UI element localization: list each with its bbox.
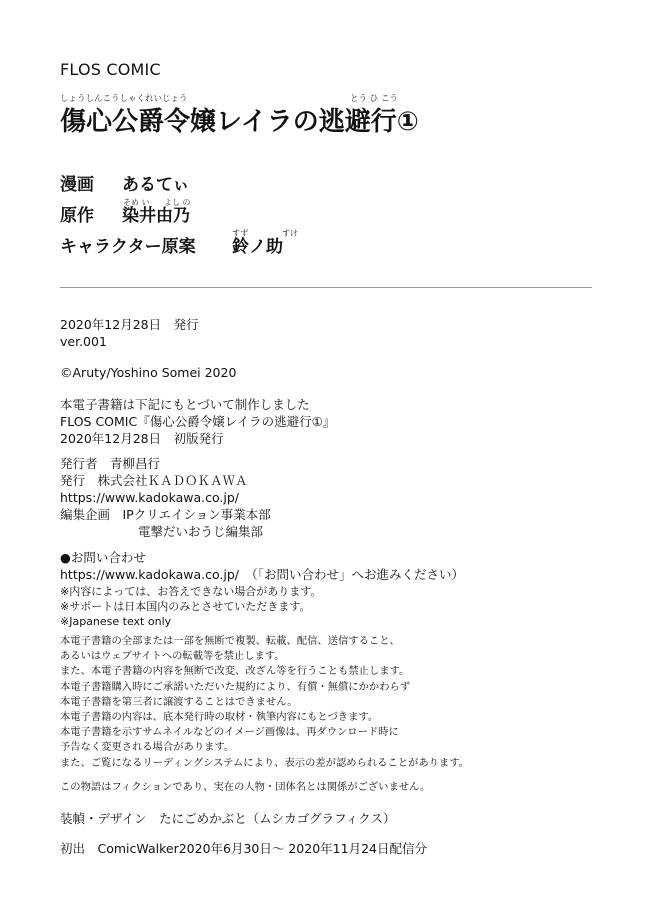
credit-character-name: 鈴ノ助	[232, 237, 283, 257]
edition-date: 2020年12月28日 発行	[60, 317, 199, 332]
legal-line: また、ご覧になるリーディングシステムにより、表示の差が認められることがあります。	[60, 756, 469, 769]
source-block	[60, 396, 335, 447]
contact-note-1: ※内容によっては、お答えできない場合があります。	[60, 585, 322, 598]
credit-original-ruby-2: よし の	[164, 198, 191, 207]
legal-line: 本電子書籍購入時にご承諾いただいた規約により、有償・無償にかかわらず	[60, 680, 411, 693]
first-appearance-text: 初出 ComicWalker2020年6月30日～ 2020年11月24日配信分	[60, 841, 427, 856]
credit-original-ruby-1: そめ い	[123, 198, 150, 207]
publisher-line: 発行 株式会社ＫＡＤＯＫＡＷＡ	[60, 473, 248, 488]
title-ruby-escape: とう ひ こう	[350, 94, 398, 104]
legal-line: 本電子書籍の内容は、底本発行時の取材・執筆内容にもとづきます。	[60, 711, 379, 724]
copyright-text: ©Aruty/Yoshino Somei 2020	[60, 365, 237, 380]
credit-original-name: 染井由乃	[122, 206, 190, 226]
planning-line: 編集企画 IPクリエイション事業本部	[60, 507, 271, 522]
source-line-1: 本電子書籍は下記にもとづいて制作しました	[60, 397, 310, 412]
contact-block	[60, 549, 464, 583]
contact-heading: ●お問い合わせ	[60, 550, 146, 565]
contact-note-3: ※Japanese text only	[60, 615, 172, 628]
issuer-line: 発行者 青柳昌行	[60, 456, 161, 471]
legal-line: また、本電子書籍の内容を無断で改変、改ざん等を行うことも禁止します。	[60, 665, 410, 678]
contact-notes	[60, 584, 321, 629]
edition-block	[60, 316, 199, 350]
staff-block	[60, 455, 271, 540]
credit-manga-role: 漫画	[60, 175, 94, 195]
title-ruby-line	[60, 92, 419, 106]
divider-line	[60, 287, 592, 288]
legal-line: あるいはウェブサイトへの転載等を禁止します。	[60, 650, 285, 663]
source-line-3: 2020年12月28日 初版発行	[60, 431, 224, 446]
legal-line: 本電子書籍の全部または一部を無断で複製、転載、配信、送信すること、	[60, 635, 400, 647]
fiction-notice-text: この物語はフィクションであり、実在の人物・団体名とは関係がございません。	[60, 781, 431, 793]
credit-character-ruby-1: すず	[232, 229, 249, 238]
contact-note-2: ※サポートは日本国内のみとさせていただきます。	[60, 600, 311, 613]
kadokawa-url-link[interactable]: https://www.kadokawa.co.jp/	[60, 490, 239, 505]
credit-character-ruby-2: すけ	[282, 229, 298, 238]
source-line-2: FLOS COMIC『傷心公爵令嬢レイラの逃避行①』	[60, 414, 336, 429]
book-title: 傷心公爵令嬢レイラの逃避行①	[60, 107, 419, 137]
fiction-notice	[60, 780, 430, 795]
publisher-label: FLOS COMIC	[60, 60, 161, 79]
credit-manga-name: あるてぃ	[122, 175, 190, 195]
title-block	[60, 92, 419, 138]
contact-url-link[interactable]: https://www.kadokawa.co.jp/ （「お問い合わせ」へお進みください）	[60, 567, 464, 582]
legal-line: 本電子書籍を示すサムネイルなどのイメージ画像は、再ダウンロード時に	[60, 726, 399, 739]
legal-block	[60, 634, 469, 771]
first-appearance	[60, 840, 427, 857]
design-credit	[60, 810, 396, 827]
edition-version: ver.001	[60, 334, 107, 349]
credit-original-role: 原作	[60, 206, 94, 226]
credit-character-role: キャラクター原案	[60, 237, 196, 257]
title-ruby-main: しょうしんこうしゃくれいじょう	[60, 94, 188, 104]
design-credit-text: 装幀・デザイン たにごめかぶと（ムシカゴグラフィクス）	[60, 811, 396, 826]
editorial-line: 電撃だいおうじ編集部	[138, 524, 264, 539]
legal-line: 本電子書籍を第三者に譲渡することはできません。	[60, 695, 298, 708]
copyright-block	[60, 364, 236, 381]
legal-line: 予告なく変更される場合があります。	[60, 741, 235, 754]
